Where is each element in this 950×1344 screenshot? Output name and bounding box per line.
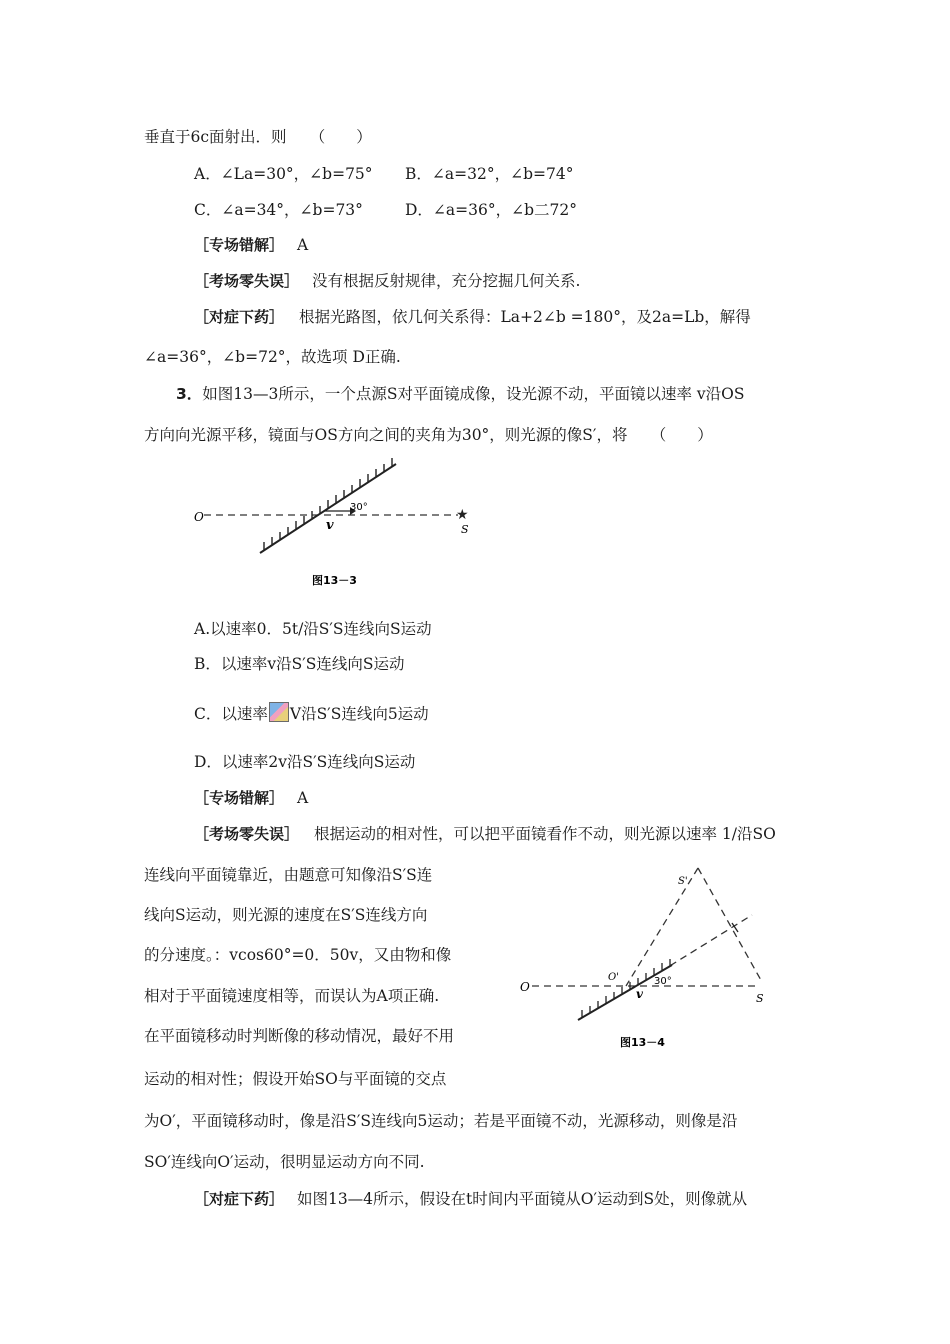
fix-text: 如图13—4所示，假设在t时间内平面镜从O′运动到S处，则像就从 <box>296 1190 748 1208</box>
label-o: O <box>194 510 204 524</box>
question-3-line1 <box>176 383 745 405</box>
option-a: A.以速率0．5t/沿S′S连线向S运动 <box>194 620 432 638</box>
fix-row <box>194 1188 747 1210</box>
fix-row <box>194 306 751 328</box>
figure-caption: 图13－3 <box>312 574 357 587</box>
option-b: B．∠a=32°，∠b=74° <box>405 165 574 183</box>
error-text-line: 相对于平面镜速度相等，而误认为A项正确. <box>144 987 440 1005</box>
error-row <box>194 823 776 845</box>
answer-label: ［专场错解］ <box>194 236 285 254</box>
error-text-line: 线向S运动，则光源的速度在S′S连线方向 <box>144 906 428 924</box>
fix-text: 根据光路图，依几何关系得：La+2∠b =180°，及2a=Lb，解得 <box>298 308 751 326</box>
question-3-line2: 方向向光源平移，镜面与OS方向之间的夹角为30°，则光源的像S′，将 （ ） <box>144 426 713 444</box>
mirror-extension-line <box>660 915 752 972</box>
mirror-hatching <box>582 959 670 1017</box>
mirror-hatching <box>264 458 392 550</box>
figure-13-3 <box>190 455 490 595</box>
error-text-line: 为O′，平面镜移动时，像是沿S′S连线向5运动；若是平面镜不动，光源移动，则像是沿 <box>144 1112 738 1130</box>
label-s: S <box>756 992 764 1005</box>
fix-label: ［对症下药］ <box>194 1190 285 1208</box>
error-text-line: 在平面镜移动时判断像的移动情况，最好不用 <box>144 1027 455 1045</box>
mirror-line <box>578 965 672 1020</box>
answer-row <box>194 234 308 256</box>
figure-13-4 <box>510 860 800 1060</box>
answer-label: ［专场错解］ <box>194 789 285 807</box>
text-line: 垂直于6c面射出．则 （ ） <box>144 128 372 146</box>
error-text-line: 运动的相对性；假设开始SO与平面镜的交点 <box>144 1070 447 1088</box>
option-c <box>194 702 429 725</box>
error-text-line: 连线向平面镜靠近，由题意可知像沿S′S连 <box>144 866 433 884</box>
error-row <box>194 270 580 292</box>
error-text: 没有根据反射规律，充分挖掘几何关系. <box>311 272 581 290</box>
star-icon: ★ <box>456 507 469 523</box>
error-text-line: SO′连线向O′运动，很明显运动方向不同. <box>144 1153 425 1171</box>
fix-label: ［对症下药］ <box>194 308 285 326</box>
option-b: B．以速率v沿S′S连线向S运动 <box>194 655 405 673</box>
answer-row <box>194 787 308 809</box>
angle-label: 30° <box>654 976 672 987</box>
question-number: 3． <box>176 385 203 403</box>
option-c-suffix: V沿S′S连线向5运动 <box>289 705 429 723</box>
label-s-prime: S' <box>678 876 688 887</box>
fix-text-cont: ∠a=36°，∠b=72°，故选项 D正确. <box>144 348 401 366</box>
label-o: O <box>520 980 530 994</box>
answer-value: A <box>296 236 309 254</box>
label-s: S <box>461 523 469 536</box>
answer-value: A <box>296 789 309 807</box>
question-text: 如图13—3所示，一个点源S对平面镜成像，设光源不动，平面镜以速率 v沿OS <box>202 385 745 403</box>
s-s1-dashed-line <box>698 868 762 982</box>
error-text-line: 的分速度。：vcos60°=0．50v，又由物和像 <box>144 946 452 964</box>
option-c: C．∠a=34°，∠b=73° <box>194 201 363 219</box>
option-d: D．以速率2v沿S′S连线向S运动 <box>194 753 416 771</box>
label-o-prime: O' <box>608 972 619 983</box>
label-v: v <box>326 518 334 533</box>
error-text: 根据运动的相对性，可以把平面镜看作不动，则光源以速率 1/沿SO <box>313 825 776 843</box>
option-d: D．∠a=36°，∠b二72° <box>405 201 577 219</box>
angle-label: 30° <box>350 502 368 513</box>
error-label: ［考场零失误］ <box>194 272 300 290</box>
broken-image-icon <box>269 702 289 722</box>
option-a: A．∠La=30°，∠b=75° <box>194 165 373 183</box>
figure-caption: 图13－4 <box>620 1036 665 1049</box>
label-v: v <box>636 987 643 1001</box>
error-label: ［考场零失误］ <box>194 825 300 843</box>
option-c-prefix: C．以速率 <box>194 705 268 723</box>
